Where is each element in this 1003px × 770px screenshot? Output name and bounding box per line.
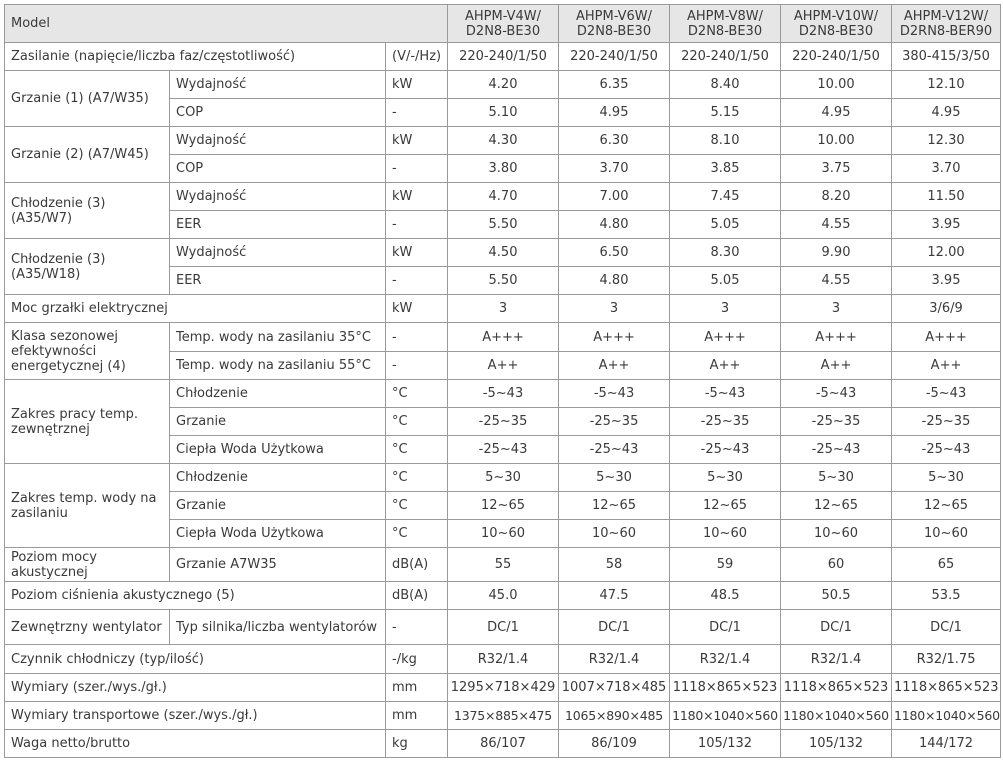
model-header-cell — [670, 5, 781, 43]
row-group-label: Grzanie (1) (A7/W35) — [5, 71, 170, 127]
model-header-cell — [559, 5, 670, 43]
row-label: Poziom ciśnienia akustycznego (5) — [5, 582, 386, 610]
value-cell: -5~43 — [448, 380, 559, 408]
value-cell: 1118×865×523 — [670, 674, 781, 702]
value-cell: 8.10 — [670, 127, 781, 155]
row-label: Zasilanie (napięcie/liczba faz/częstotliwość) — [5, 43, 386, 71]
row-sub-label: Grzanie A7W35 — [170, 548, 386, 582]
value-cell: -5~43 — [559, 380, 670, 408]
value-cell: 6.30 — [559, 127, 670, 155]
unit-cell: kW — [386, 295, 448, 323]
value-cell: 1118×865×523 — [892, 674, 1001, 702]
model-name-line1: AHPM-V4W/ — [464, 8, 542, 24]
value-cell: 1295×718×429 — [448, 674, 559, 702]
unit-cell: dB(A) — [386, 582, 448, 610]
value-cell: DC/1 — [781, 610, 892, 645]
value-cell: 10~60 — [559, 520, 670, 548]
value-cell: 144/172 — [892, 730, 1001, 758]
row-group-label: Chłodzenie (3) (A35/W18) — [5, 239, 170, 295]
spec-table-body — [5, 5, 1001, 758]
unit-cell: °C — [386, 492, 448, 520]
value-cell: 3 — [781, 295, 892, 323]
model-name-line2: D2RN8-BER90 — [899, 23, 993, 39]
value-cell: 3.95 — [892, 211, 1001, 239]
unit-cell: kW — [386, 71, 448, 99]
row-sub-label: COP — [170, 155, 386, 183]
value-cell: 220-240/1/50 — [448, 43, 559, 71]
table-row — [5, 645, 1001, 674]
row-sub-label: Grzanie — [170, 492, 386, 520]
row-sub-label: Ciepła Woda Użytkowa — [170, 520, 386, 548]
value-cell: 3.70 — [892, 155, 1001, 183]
value-cell: 10.00 — [781, 71, 892, 99]
row-group-label: Zewnętrzny wentylator — [5, 610, 170, 645]
row-label: Wymiary (szer./wys./gł.) — [5, 674, 386, 702]
value-cell: 8.30 — [670, 239, 781, 267]
value-cell: 3.95 — [892, 267, 1001, 295]
value-cell: R32/1.4 — [781, 645, 892, 674]
row-sub-label: Wydajność — [170, 239, 386, 267]
row-group-label: Klasa sezonowej efektywności energetycznej (4) — [5, 323, 170, 380]
value-cell: 5~30 — [559, 464, 670, 492]
unit-cell: - — [386, 352, 448, 380]
value-cell: 3 — [670, 295, 781, 323]
unit-cell: - — [386, 267, 448, 295]
row-sub-label: Wydajność — [170, 183, 386, 211]
value-cell: 12~65 — [892, 492, 1001, 520]
value-cell: -5~43 — [892, 380, 1001, 408]
value-cell: 4.95 — [892, 99, 1001, 127]
value-cell: 12~65 — [559, 492, 670, 520]
value-cell: 11.50 — [892, 183, 1001, 211]
value-cell: -25~35 — [559, 408, 670, 436]
model-header-cell — [781, 5, 892, 43]
unit-cell: °C — [386, 464, 448, 492]
row-sub-label: Typ silnika/liczba wentylatorów — [170, 610, 386, 645]
value-cell: 4.55 — [781, 267, 892, 295]
row-group-label: Zakres pracy temp. zewnętrznej — [5, 380, 170, 464]
value-cell: 3.85 — [670, 155, 781, 183]
table-row — [5, 548, 1001, 582]
value-cell: 105/132 — [781, 730, 892, 758]
model-name-line2: D2N8-BE30 — [687, 23, 763, 39]
header-row — [5, 5, 1001, 43]
model-header-cell — [448, 5, 559, 43]
value-cell: 12.10 — [892, 71, 1001, 99]
table-row — [5, 730, 1001, 758]
value-cell: 12~65 — [448, 492, 559, 520]
value-cell: 45.0 — [448, 582, 559, 610]
unit-cell: kg — [386, 730, 448, 758]
unit-cell: °C — [386, 408, 448, 436]
value-cell: 86/109 — [559, 730, 670, 758]
value-cell: 59 — [670, 548, 781, 582]
value-cell: 10~60 — [781, 520, 892, 548]
table-row — [5, 127, 1001, 155]
value-cell: DC/1 — [559, 610, 670, 645]
table-row — [5, 380, 1001, 408]
value-cell: DC/1 — [670, 610, 781, 645]
table-row — [5, 183, 1001, 211]
value-cell: 3/6/9 — [892, 295, 1001, 323]
value-cell: 10~60 — [448, 520, 559, 548]
value-cell: 12~65 — [781, 492, 892, 520]
value-cell: -5~43 — [781, 380, 892, 408]
row-sub-label: Temp. wody na zasilaniu 55°C — [170, 352, 386, 380]
value-cell: 1375×885×475 — [448, 702, 559, 730]
row-sub-label: COP — [170, 99, 386, 127]
value-cell: -25~35 — [670, 408, 781, 436]
value-cell: -25~43 — [448, 436, 559, 464]
unit-cell: - — [386, 323, 448, 352]
value-cell: 4.95 — [559, 99, 670, 127]
value-cell: 220-240/1/50 — [781, 43, 892, 71]
value-cell: 3 — [448, 295, 559, 323]
row-sub-label: Ciepła Woda Użytkowa — [170, 436, 386, 464]
value-cell: A+++ — [781, 323, 892, 352]
value-cell: -25~43 — [559, 436, 670, 464]
value-cell: 4.55 — [781, 211, 892, 239]
value-cell: A++ — [448, 352, 559, 380]
value-cell: 5~30 — [892, 464, 1001, 492]
value-cell: 86/107 — [448, 730, 559, 758]
value-cell: -25~35 — [892, 408, 1001, 436]
value-cell: 1007×718×485 — [559, 674, 670, 702]
table-row — [5, 674, 1001, 702]
unit-cell: mm — [386, 674, 448, 702]
unit-cell: mm — [386, 702, 448, 730]
value-cell: 220-240/1/50 — [559, 43, 670, 71]
unit-cell: dB(A) — [386, 548, 448, 582]
row-group-label: Chłodzenie (3) (A35/W7) — [5, 183, 170, 239]
value-cell: 10.00 — [781, 127, 892, 155]
spec-table — [4, 4, 1001, 758]
row-group-label: Zakres temp. wody na zasilaniu — [5, 464, 170, 548]
value-cell: 4.20 — [448, 71, 559, 99]
row-label: Wymiary transportowe (szer./wys./gł.) — [5, 702, 386, 730]
value-cell: 4.30 — [448, 127, 559, 155]
value-cell: A++ — [559, 352, 670, 380]
value-cell: 12.00 — [892, 239, 1001, 267]
unit-cell: - — [386, 155, 448, 183]
value-cell: 1118×865×523 — [781, 674, 892, 702]
value-cell: 1180×1040×560 — [670, 702, 781, 730]
value-cell: 5.50 — [448, 267, 559, 295]
unit-cell: - — [386, 610, 448, 645]
row-label: Czynnik chłodniczy (typ/ilość) — [5, 645, 386, 674]
value-cell: 7.45 — [670, 183, 781, 211]
value-cell: 3.80 — [448, 155, 559, 183]
value-cell: 10~60 — [670, 520, 781, 548]
value-cell: A++ — [892, 352, 1001, 380]
value-cell: 50.5 — [781, 582, 892, 610]
value-cell: 1180×1040×560 — [892, 702, 1001, 730]
row-sub-label: Wydajność — [170, 71, 386, 99]
unit-cell: °C — [386, 520, 448, 548]
unit-cell: °C — [386, 436, 448, 464]
value-cell: 5.05 — [670, 211, 781, 239]
value-cell: 5.05 — [670, 267, 781, 295]
value-cell: 4.95 — [781, 99, 892, 127]
value-cell: 5~30 — [781, 464, 892, 492]
table-row — [5, 702, 1001, 730]
value-cell: DC/1 — [892, 610, 1001, 645]
value-cell: 1180×1040×560 — [781, 702, 892, 730]
model-name-line2: D2N8-BE30 — [465, 23, 541, 39]
value-cell: 9.90 — [781, 239, 892, 267]
table-row — [5, 323, 1001, 352]
value-cell: 6.35 — [559, 71, 670, 99]
value-cell: 5~30 — [448, 464, 559, 492]
row-sub-label: EER — [170, 267, 386, 295]
row-group-label: Grzanie (2) (A7/W45) — [5, 127, 170, 183]
value-cell: A+++ — [892, 323, 1001, 352]
row-sub-label: Grzanie — [170, 408, 386, 436]
value-cell: -5~43 — [670, 380, 781, 408]
value-cell: 5.15 — [670, 99, 781, 127]
value-cell: R32/1.75 — [892, 645, 1001, 674]
value-cell: A+++ — [670, 323, 781, 352]
value-cell: 8.20 — [781, 183, 892, 211]
value-cell: R32/1.4 — [670, 645, 781, 674]
value-cell: -25~43 — [781, 436, 892, 464]
value-cell: A+++ — [448, 323, 559, 352]
value-cell: -25~43 — [892, 436, 1001, 464]
unit-cell: - — [386, 211, 448, 239]
unit-cell: kW — [386, 183, 448, 211]
value-cell: 12.30 — [892, 127, 1001, 155]
value-cell: R32/1.4 — [559, 645, 670, 674]
row-sub-label: EER — [170, 211, 386, 239]
row-sub-label: Chłodzenie — [170, 380, 386, 408]
value-cell: 10~60 — [892, 520, 1001, 548]
unit-cell: -/kg — [386, 645, 448, 674]
value-cell: 4.50 — [448, 239, 559, 267]
value-cell: 1065×890×485 — [559, 702, 670, 730]
row-group-label: Poziom mocy akustycznej — [5, 548, 170, 582]
value-cell: 58 — [559, 548, 670, 582]
value-cell: R32/1.4 — [448, 645, 559, 674]
model-name-line1: AHPM-V10W/ — [793, 8, 879, 24]
value-cell: 4.80 — [559, 267, 670, 295]
value-cell: 380-415/3/50 — [892, 43, 1001, 71]
value-cell: A+++ — [559, 323, 670, 352]
value-cell: 5.10 — [448, 99, 559, 127]
value-cell: DC/1 — [448, 610, 559, 645]
unit-cell: kW — [386, 127, 448, 155]
model-header-cell — [892, 5, 1001, 43]
model-name-line1: AHPM-V12W/ — [903, 8, 989, 24]
table-row — [5, 610, 1001, 645]
row-sub-label: Wydajność — [170, 127, 386, 155]
unit-cell: - — [386, 99, 448, 127]
row-label: Waga netto/brutto — [5, 730, 386, 758]
table-row — [5, 582, 1001, 610]
value-cell: 12~65 — [670, 492, 781, 520]
unit-cell: (V/-/Hz) — [386, 43, 448, 71]
value-cell: 220-240/1/50 — [670, 43, 781, 71]
value-cell: -25~35 — [781, 408, 892, 436]
value-cell: 47.5 — [559, 582, 670, 610]
value-cell: 55 — [448, 548, 559, 582]
value-cell: 6.50 — [559, 239, 670, 267]
table-row — [5, 43, 1001, 71]
value-cell: 8.40 — [670, 71, 781, 99]
value-cell: 7.00 — [559, 183, 670, 211]
value-cell: A++ — [670, 352, 781, 380]
value-cell: 65 — [892, 548, 1001, 582]
row-sub-label: Temp. wody na zasilaniu 35°C — [170, 323, 386, 352]
model-name-line2: D2N8-BE30 — [576, 23, 652, 39]
value-cell: 4.80 — [559, 211, 670, 239]
value-cell: 60 — [781, 548, 892, 582]
value-cell: 5.50 — [448, 211, 559, 239]
value-cell: 105/132 — [670, 730, 781, 758]
value-cell: 3.75 — [781, 155, 892, 183]
table-row — [5, 71, 1001, 99]
unit-cell: kW — [386, 239, 448, 267]
value-cell: 5~30 — [670, 464, 781, 492]
value-cell: -25~43 — [670, 436, 781, 464]
value-cell: 53.5 — [892, 582, 1001, 610]
row-sub-label: Chłodzenie — [170, 464, 386, 492]
value-cell: -25~35 — [448, 408, 559, 436]
value-cell: 4.70 — [448, 183, 559, 211]
model-name-line2: D2N8-BE30 — [798, 23, 874, 39]
value-cell: 3.70 — [559, 155, 670, 183]
value-cell: 3 — [559, 295, 670, 323]
model-name-line1: AHPM-V6W/ — [575, 8, 653, 24]
unit-cell: °C — [386, 380, 448, 408]
table-row — [5, 295, 1001, 323]
table-row — [5, 239, 1001, 267]
model-header-label: Model — [5, 5, 448, 43]
row-label: Moc grzałki elektrycznej — [5, 295, 386, 323]
model-name-line1: AHPM-V8W/ — [686, 8, 764, 24]
value-cell: 48.5 — [670, 582, 781, 610]
value-cell: A++ — [781, 352, 892, 380]
table-row — [5, 464, 1001, 492]
